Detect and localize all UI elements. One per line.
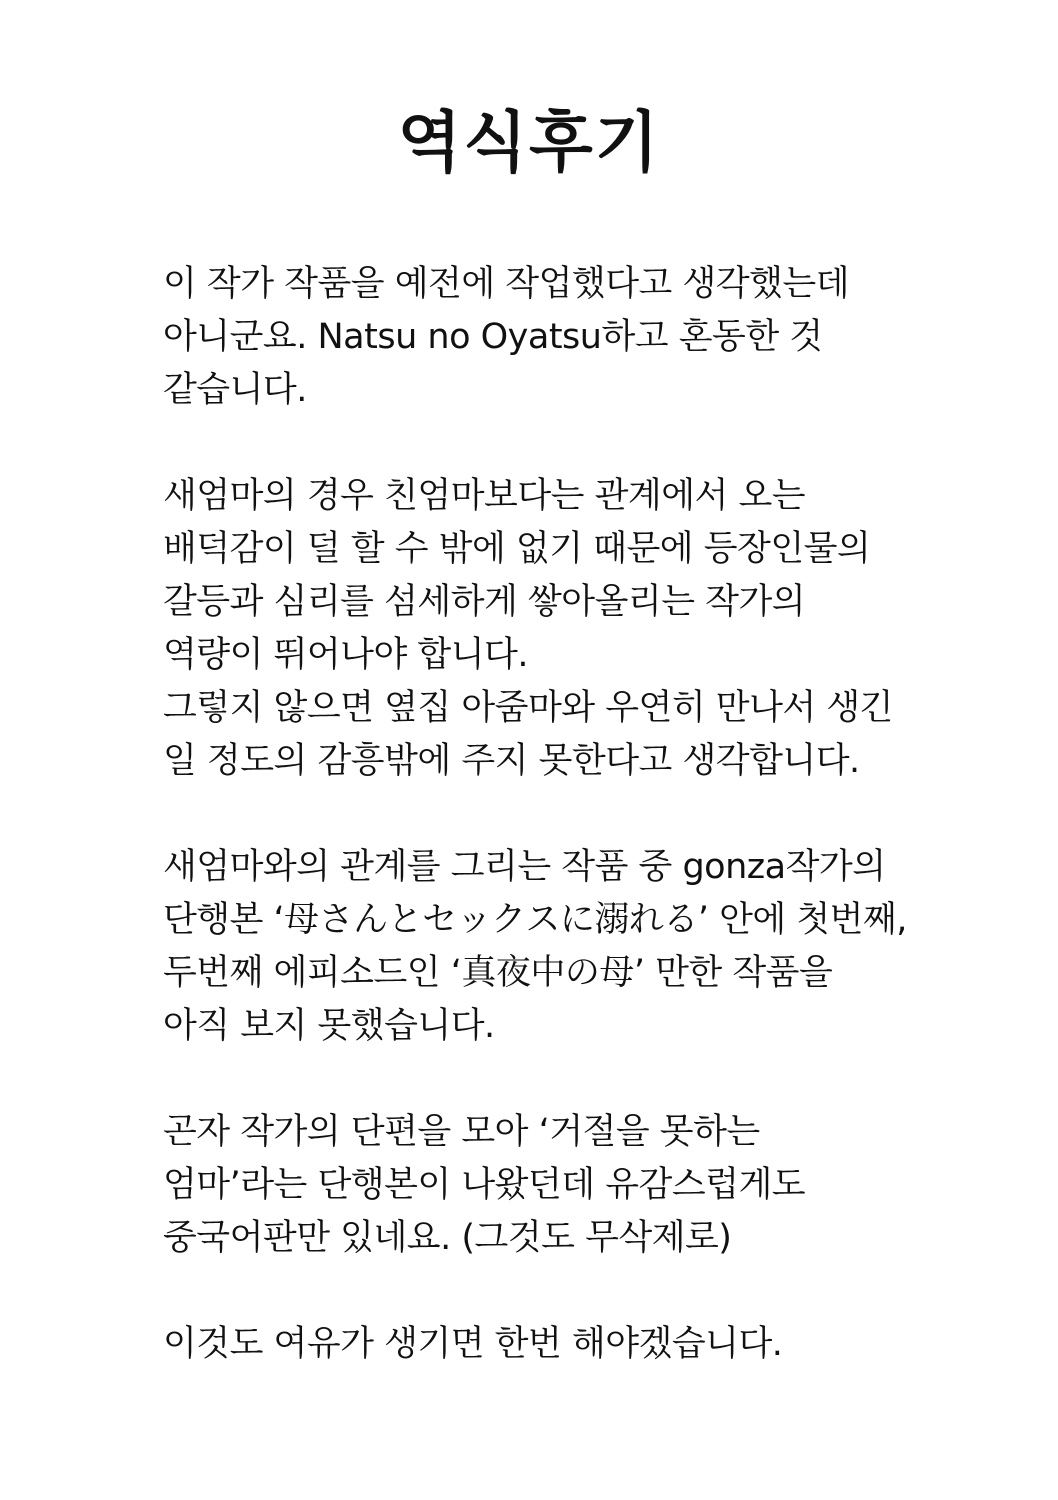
- text-line: 그렇지 않으면 옆집 아줌마와 우연히 만나서 생긴: [163, 688, 893, 728]
- text-line: 이것도 여유가 생기면 한번 해야겠습니다.: [163, 1324, 783, 1364]
- paragraph-5: [163, 1318, 923, 1371]
- afterword-body: [163, 258, 923, 1424]
- text-line: 역량이 뛰어나야 합니다.: [163, 635, 528, 675]
- text-line: 단행본 ‘母さんとセックスに溺れる’ 안에 첫번째,: [163, 900, 907, 940]
- text-line: 새엄마의 경우 친엄마보다는 관계에서 오는: [163, 476, 806, 516]
- text-line: 곤자 작가의 단편을 모아 ‘거절을 못하는: [163, 1112, 760, 1152]
- text-line: 이 작가 작품을 예전에 작업했다고 생각했는데: [163, 264, 850, 304]
- text-line: 같습니다.: [163, 370, 307, 410]
- paragraph-4: [163, 1106, 923, 1265]
- paragraph-3: [163, 841, 923, 1053]
- paragraph-1: [163, 258, 923, 417]
- text-line: 배덕감이 덜 할 수 밖에 없기 때문에 등장인물의: [163, 529, 871, 569]
- text-line: 일 정도의 감흥밖에 주지 못한다고 생각합니다.: [163, 741, 860, 781]
- paragraph-2: [163, 470, 923, 788]
- text-line: 두번째 에피소드인 ‘真夜中の母’ 만한 작품을: [163, 953, 833, 993]
- text-line: 아직 보지 못했습니다.: [163, 1006, 495, 1046]
- text-line: 아니군요. Natsu no Oyatsu하고 혼동한 것: [163, 317, 823, 357]
- text-line: 엄마’라는 단행본이 나왔던데 유감스럽게도: [163, 1165, 806, 1205]
- text-line: 갈등과 심리를 섬세하게 쌓아올리는 작가의: [163, 582, 806, 622]
- text-line: 중국어판만 있네요. (그것도 무삭제로): [163, 1218, 732, 1258]
- text-line: 새엄마와의 관계를 그리는 작품 중 gonza작가의: [163, 847, 886, 887]
- page-title: 역식후기: [397, 104, 661, 181]
